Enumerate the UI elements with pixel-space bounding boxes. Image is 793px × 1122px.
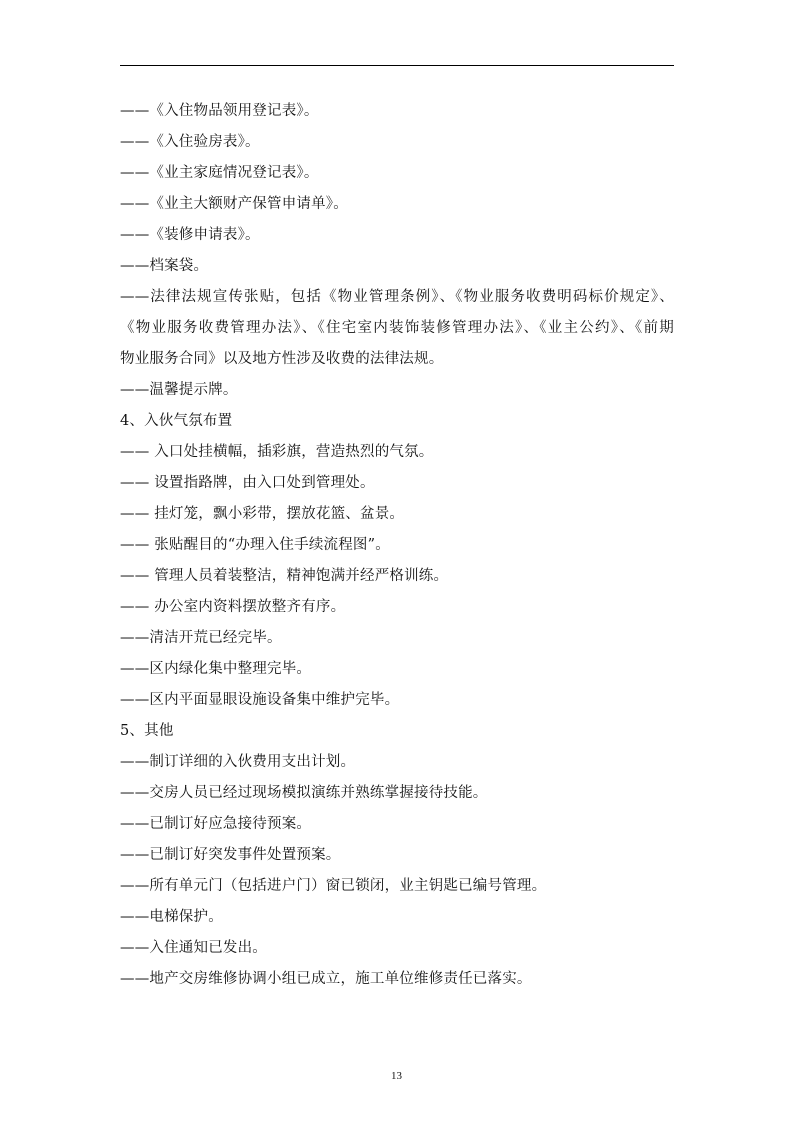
page-number: 13 xyxy=(391,1070,402,1082)
paragraph-line: 物业服务合同》以及地方性涉及收费的法律法规。 xyxy=(120,351,444,367)
list-item: —— 办公室内资料摆放整齐有序。 xyxy=(120,599,346,615)
list-item: ——《装修申请表》。 xyxy=(120,227,260,243)
list-item: ——档案袋。 xyxy=(120,258,209,274)
list-item: —— 设置指路牌，由入口处到管理处。 xyxy=(120,475,375,491)
list-item: ——制订详细的入伙费用支出计划。 xyxy=(120,754,356,770)
list-item: ——《入住物品领用登记表》。 xyxy=(120,103,319,119)
paragraph-line: 《物业服务收费管理办法》、《住宅室内装饰装修管理办法》、《业主公约》、《前期 xyxy=(120,320,674,336)
list-item: ——《业主家庭情况登记表》。 xyxy=(120,165,319,181)
list-item: ——已制订好应急接待预案。 xyxy=(120,816,312,832)
document-body xyxy=(120,96,680,995)
list-item: ——地产交房维修协调小组已成立，施工单位维修责任已落实。 xyxy=(120,971,532,987)
paragraph-line: ——法律法规宣传张贴，包括《物业管理条例》、《物业服务收费明码标价规定》、 xyxy=(120,289,674,305)
section-heading: 4、入伙气氛布置 xyxy=(120,413,233,429)
list-item: ——温馨提示牌。 xyxy=(120,382,238,398)
list-item: ——区内绿化集中整理完毕。 xyxy=(120,661,312,677)
list-item: ——《入住验房表》。 xyxy=(120,134,260,150)
list-item: —— 挂灯笼，飘小彩带，摆放花篮、盆景。 xyxy=(120,506,405,522)
list-item: —— 管理人员着装整洁，精神饱满并经严格训练。 xyxy=(120,568,449,584)
list-item: —— 入口处挂横幅，插彩旗，营造热烈的气氛。 xyxy=(120,444,434,460)
list-item: ——已制订好突发事件处置预案。 xyxy=(120,847,341,863)
header-rule xyxy=(120,65,674,66)
list-item: ——交房人员已经过现场模拟演练并熟练掌握接待技能。 xyxy=(120,785,488,801)
section-heading: 5、其他 xyxy=(120,723,174,739)
list-item: ——《业主大额财产保管申请单》。 xyxy=(120,196,348,212)
list-item: ——入住通知已发出。 xyxy=(120,940,267,956)
list-item: ——所有单元门（包括进户门）窗已锁闭，业主钥匙已编号管理。 xyxy=(120,878,547,894)
list-item: ——区内平面显眼设施设备集中维护完毕。 xyxy=(120,692,400,708)
list-item: ——清洁开荒已经完毕。 xyxy=(120,630,282,646)
list-item: —— 张贴醒目的“办理入住手续流程图”。 xyxy=(120,537,390,553)
list-item: ——电梯保护。 xyxy=(120,909,223,925)
